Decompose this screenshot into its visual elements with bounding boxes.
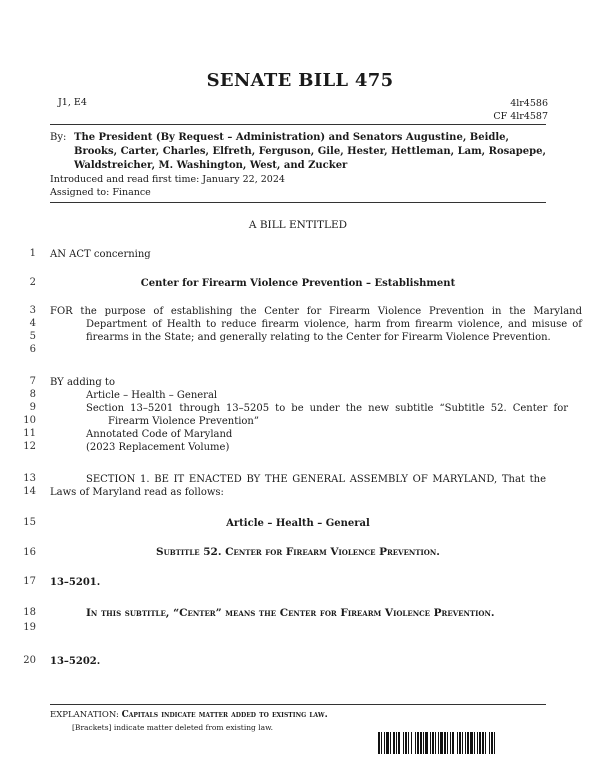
line-number: 1 [29,248,36,259]
drafting-codes [493,97,548,123]
line-number: 10 [23,415,36,426]
line-number: 13 [23,473,36,484]
purpose-paragraph: FOR the purpose of establishing the Center for Firearm Violence Prevention in the Maryland Department of Health to reduce firearm violence, harm from firearm violence, and misuse of firearms in the State; and generally relating to the Center for Firearm Violence Prevention. [50,306,582,343]
line-number: 7 [29,376,36,387]
line-number: 12 [23,441,36,452]
barcode-icon [378,732,548,754]
explanation-caps-text: Capitals indicate matter added to existing law. [121,710,328,720]
section-range: Section 13–5201 through 13–5205 to be under the new subtitle “Subtitle 52. Center for Firearm Violence Prevention” [86,403,568,427]
annotated-code: Annotated Code of Maryland [86,429,233,440]
replacement-volume: (2023 Replacement Volume) [86,442,230,453]
explanation-label: EXPLANATION: [50,710,119,720]
by-adding-to: BY adding to [50,377,115,388]
act-concerning: AN ACT concerning [50,249,151,260]
header-divider [50,124,546,125]
drafting-code-crossfile: CF 4lr4587 [493,111,548,122]
subtitle-heading: Subtitle 52. Center for Firearm Violence Prevention. [156,546,440,558]
article-reference: Article – Health – General [86,390,218,401]
line-number: 14 [23,486,36,497]
explanation-brackets: [Brackets] indicate matter deleted from existing law. [72,723,274,732]
sponsor-names: The President (By Request – Administration) and Senators Augustine, Beidle, Brooks, Carter, Charles, Elfreth, Ferguson, Gile, Hester, Hettleman, Lam, Rosapepe, Waldstreicher, M. Washington, West, and Zucker [74,132,546,171]
line-number: 9 [29,402,36,413]
line-number: 6 [29,344,36,355]
section-number: 13–5202. [50,656,101,667]
line-number: 2 [29,277,36,288]
definition-paragraph: In this subtitle, “Center” means the Center for Firearm Violence Prevention. [86,607,495,619]
line-number: 4 [29,318,36,329]
line-number: 5 [29,331,36,342]
line-number: 11 [23,428,36,439]
bill-title: SENATE BILL 475 [206,70,394,91]
bill-short-title: Center for Firearm Violence Prevention – Establishment [140,278,456,289]
enacting-clause: SECTION 1. BE IT ENACTED BY THE GENERAL ASSEMBLY OF MARYLAND, That the Laws of Maryland read as follows: [50,474,546,498]
bill-entitled-heading: A BILL ENTITLED [248,219,348,231]
by-label: By: [50,132,67,143]
explanation-caps [50,710,328,720]
sponsor-divider [50,202,546,203]
subject-codes: J1, E4 [58,97,87,108]
article-heading: Article – Health – General [226,518,370,529]
line-number: 3 [29,305,36,316]
line-number: 17 [23,576,36,587]
committee-assignment: Assigned to: Finance [50,187,151,198]
line-number: 19 [23,622,36,633]
section-number: 13–5201. [50,577,101,588]
line-number: 20 [23,655,36,666]
line-number: 15 [23,517,36,528]
line-number: 18 [23,607,36,618]
line-number: 16 [23,547,36,558]
sponsor-block [50,131,546,173]
line-number: 8 [29,389,36,400]
drafting-code-primary: 4lr4586 [510,98,548,109]
footer-divider [50,704,546,705]
introduced-date: Introduced and read first time: January 22, 2024 [50,174,285,185]
